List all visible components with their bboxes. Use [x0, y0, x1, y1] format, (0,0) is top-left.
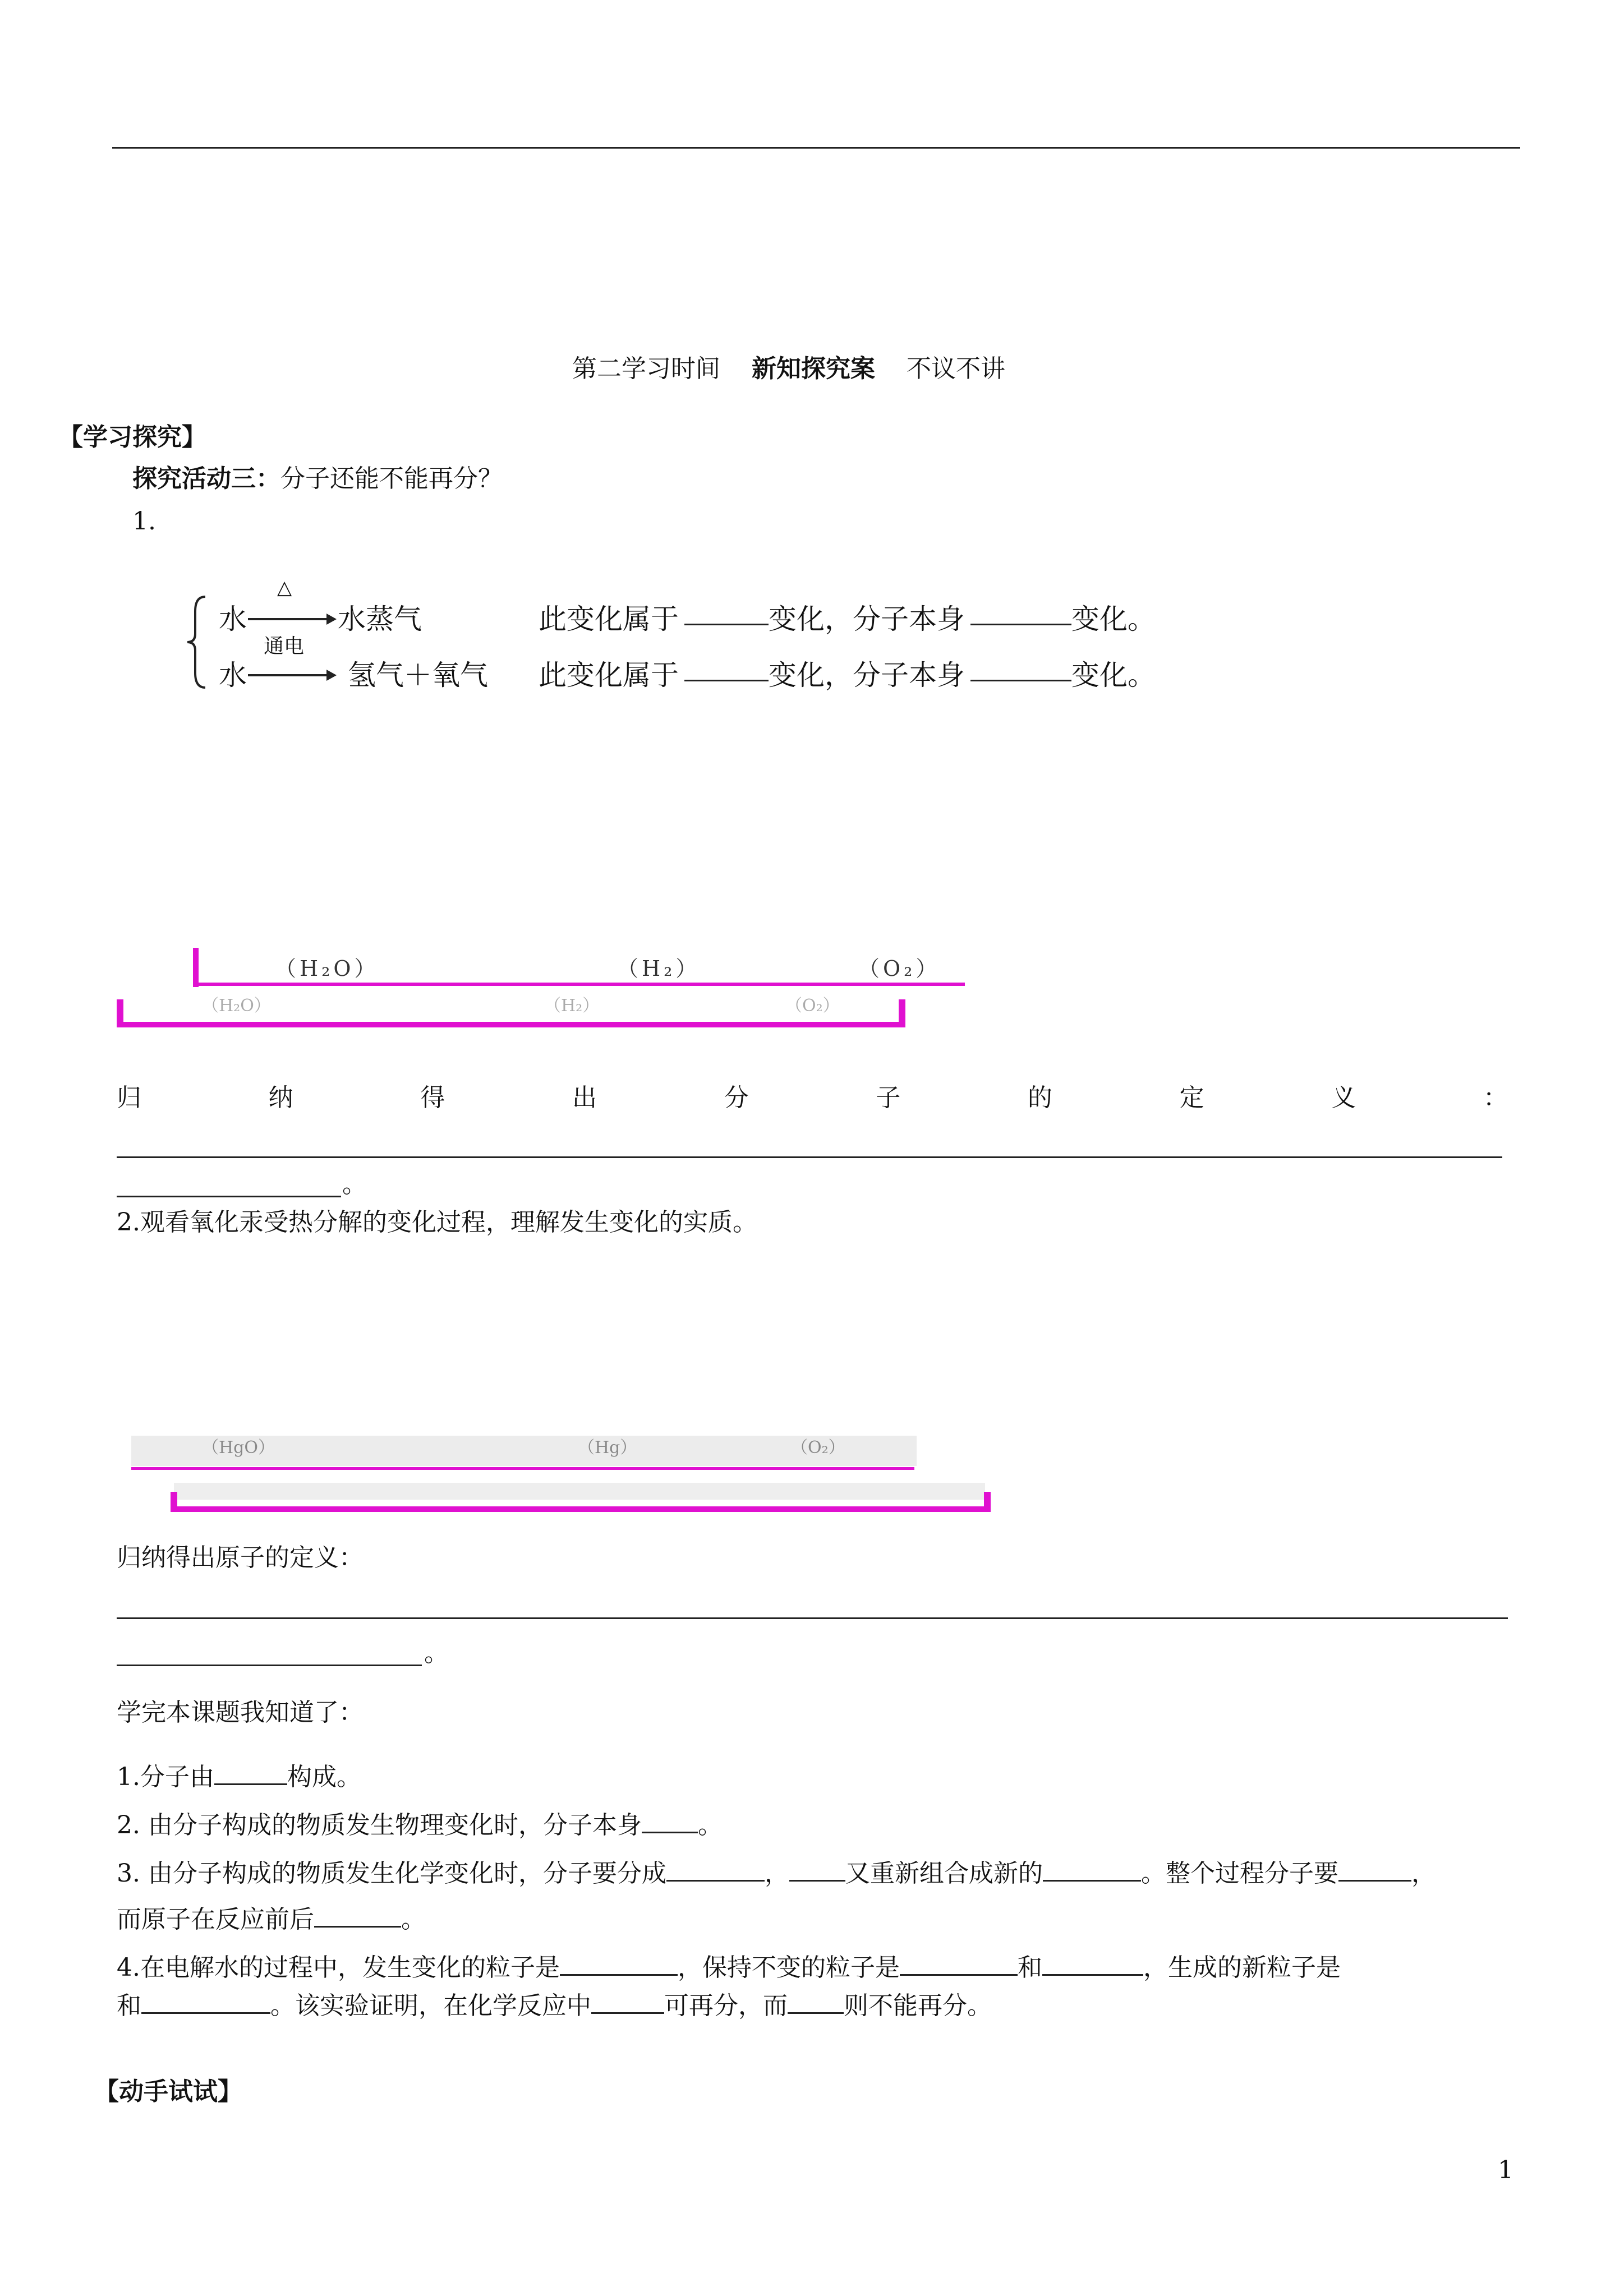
char-3: 出 [572, 1084, 597, 1112]
eq1-blank-2 [970, 600, 1071, 625]
s3-blank-4 [1338, 1856, 1411, 1882]
section-heading-handson: 【动手试试】 [94, 2077, 242, 2106]
period: 。 [424, 1639, 449, 1667]
title-part-2: 新知探究案 [752, 354, 875, 383]
answer-line-molecule-1 [117, 1156, 1502, 1158]
label-h2: （H₂） [617, 956, 701, 981]
answer-line-molecule-2 [117, 1196, 341, 1197]
activity-3-label: 探究活动三： [132, 464, 280, 493]
equation-row-2 [219, 635, 1229, 691]
s4-text-b: ，保持不变的粒子是 [677, 1953, 900, 1982]
faded-label-h2: （H₂） [544, 996, 600, 1016]
water-electrolysis-diagram [112, 948, 987, 1038]
summary-item-3-cont [117, 1902, 426, 1937]
s4-text-f: 。该实验证明，在化学反应中 [270, 1991, 591, 2020]
eq2-blank-2 [970, 656, 1071, 681]
s4-blank-1 [560, 1951, 678, 1976]
s1-text-b: 构成。 [287, 1763, 361, 1791]
s4-blank-4 [141, 1989, 270, 2014]
eq1-reactant: 水 [219, 603, 247, 635]
s4-text-a: 4.在电解水的过程中，发生变化的粒子是 [117, 1953, 560, 1982]
label-h2o: （H₂O） [275, 956, 379, 981]
bracket-lower-right [984, 1492, 991, 1512]
page-title [572, 352, 1005, 386]
eq1-product: 水蒸气 [338, 603, 422, 635]
bracket-bottom-base [117, 1022, 905, 1027]
char-9: ： [1483, 1084, 1508, 1112]
eq2-reactant: 水 [219, 659, 247, 691]
eq1-text-b: 变化，分子本身 [769, 603, 965, 635]
s3-blank-1 [666, 1856, 765, 1882]
s4-blank-6 [788, 1989, 844, 2014]
molecule-definition-prompt [117, 1081, 1508, 1115]
faded-label-h2o: （H₂O） [202, 996, 271, 1016]
char-1: 纳 [268, 1084, 293, 1112]
eq2-text-b: 变化，分子本身 [769, 659, 965, 691]
char-2: 得 [420, 1084, 445, 1112]
equation-block [185, 577, 1195, 695]
s4-blank-5 [591, 1989, 664, 2014]
eq1-condition: △ [277, 577, 292, 599]
equation-row-1 [219, 577, 1229, 635]
label-hgo: （HgO） [202, 1438, 275, 1458]
bracket-bottom-right [899, 999, 905, 1027]
label-o2: （O₂） [858, 956, 941, 981]
title-part-3: 不议不讲 [907, 354, 1005, 383]
faded-label-o2: （O₂） [785, 996, 840, 1016]
bracket-lower-base [171, 1506, 991, 1512]
arrow-icon [248, 612, 338, 626]
s3-blank-3 [1043, 1856, 1141, 1882]
s3-text-d: 。整个过程分子要 [1140, 1859, 1338, 1888]
s3-blank-5 [314, 1902, 401, 1928]
eq2-blank-1 [684, 656, 769, 681]
s3-blank-2 [789, 1856, 845, 1882]
arrow-icon [248, 668, 338, 682]
char-8: 义 [1331, 1084, 1356, 1112]
bracket-line-upper [131, 1467, 914, 1470]
s4-text-h: 则不能再分。 [844, 1991, 992, 2020]
eq2-text-a: 此变化属于 [539, 659, 679, 691]
char-6: 的 [1027, 1084, 1052, 1112]
page-number: 1 [1498, 2156, 1513, 2184]
s3-text-e: ， [1411, 1859, 1436, 1888]
atom-definition-prompt: 归纳得出原子的定义： [117, 1543, 364, 1572]
summary-intro: 学完本课题我知道了： [117, 1698, 364, 1727]
mercury-oxide-diagram [129, 1436, 993, 1525]
char-0: 归 [117, 1084, 141, 1112]
eq2-text-c: 变化。 [1071, 659, 1156, 691]
s4-text-d: ，生成的新粒子是 [1143, 1953, 1341, 1982]
s3-text-c: 又重新组合成新的 [845, 1859, 1043, 1888]
header-rule [112, 147, 1520, 149]
s3-text-f: 而原子在反应前后 [117, 1905, 314, 1934]
s4-blank-3 [1042, 1951, 1143, 1976]
s1-text-a: 1.分子由 [117, 1763, 214, 1791]
title-part-1: 第二学习时间 [572, 354, 720, 383]
s2-blank [642, 1808, 698, 1833]
eq1-text-a: 此变化属于 [539, 603, 679, 635]
s1-blank [214, 1760, 287, 1785]
char-7: 定 [1179, 1084, 1204, 1112]
eq1-text-c: 变化。 [1071, 603, 1156, 635]
s3-text-b: ， [764, 1859, 789, 1888]
s4-text-g: 可再分，而 [664, 1991, 788, 2020]
s4-blank-2 [900, 1951, 1018, 1976]
label-hg: （Hg） [578, 1438, 637, 1458]
eq2-product: 氢气＋氧气 [348, 659, 488, 691]
label-o2-2: （O₂） [791, 1438, 845, 1458]
eq2-condition: 通电 [264, 635, 305, 658]
s2-text-b: 。 [697, 1811, 723, 1839]
char-5: 子 [876, 1084, 901, 1112]
summary-item-3 [117, 1856, 1436, 1891]
brace-icon [185, 594, 208, 690]
summary-item-4-cont [117, 1989, 992, 2023]
s4-text-c: 和 [1017, 1953, 1042, 1982]
activity-3-question: 分子还能不能再分？ [280, 464, 503, 493]
summary-item-1 [117, 1760, 361, 1794]
summary-item-4 [117, 1951, 1341, 1985]
period: 。 [342, 1170, 367, 1198]
item-2-text: 2.观看氧化汞受热分解的变化过程，理解发生变化的实质。 [117, 1208, 757, 1237]
s2-text-a: 2. 由分子构成的物质发生物理变化时，分子本身 [117, 1811, 642, 1839]
answer-line-atom-2 [117, 1665, 422, 1666]
char-4: 分 [724, 1084, 749, 1112]
answer-line-atom-1 [117, 1617, 1508, 1619]
bracket-top-bottom [193, 983, 965, 986]
s3-text-a: 3. 由分子构成的物质发生化学变化时，分子要分成 [117, 1859, 666, 1888]
s4-text-e: 和 [117, 1991, 141, 2020]
activity-3-line [132, 462, 503, 496]
item-1-number: 1. [132, 507, 156, 536]
summary-item-2 [117, 1808, 723, 1842]
bracket-top-left [193, 948, 199, 987]
eq1-blank-1 [684, 600, 769, 625]
diagram-2-band-lower [174, 1483, 985, 1500]
section-heading-study: 【学习探究】 [58, 423, 206, 451]
s3-text-g: 。 [401, 1905, 426, 1934]
